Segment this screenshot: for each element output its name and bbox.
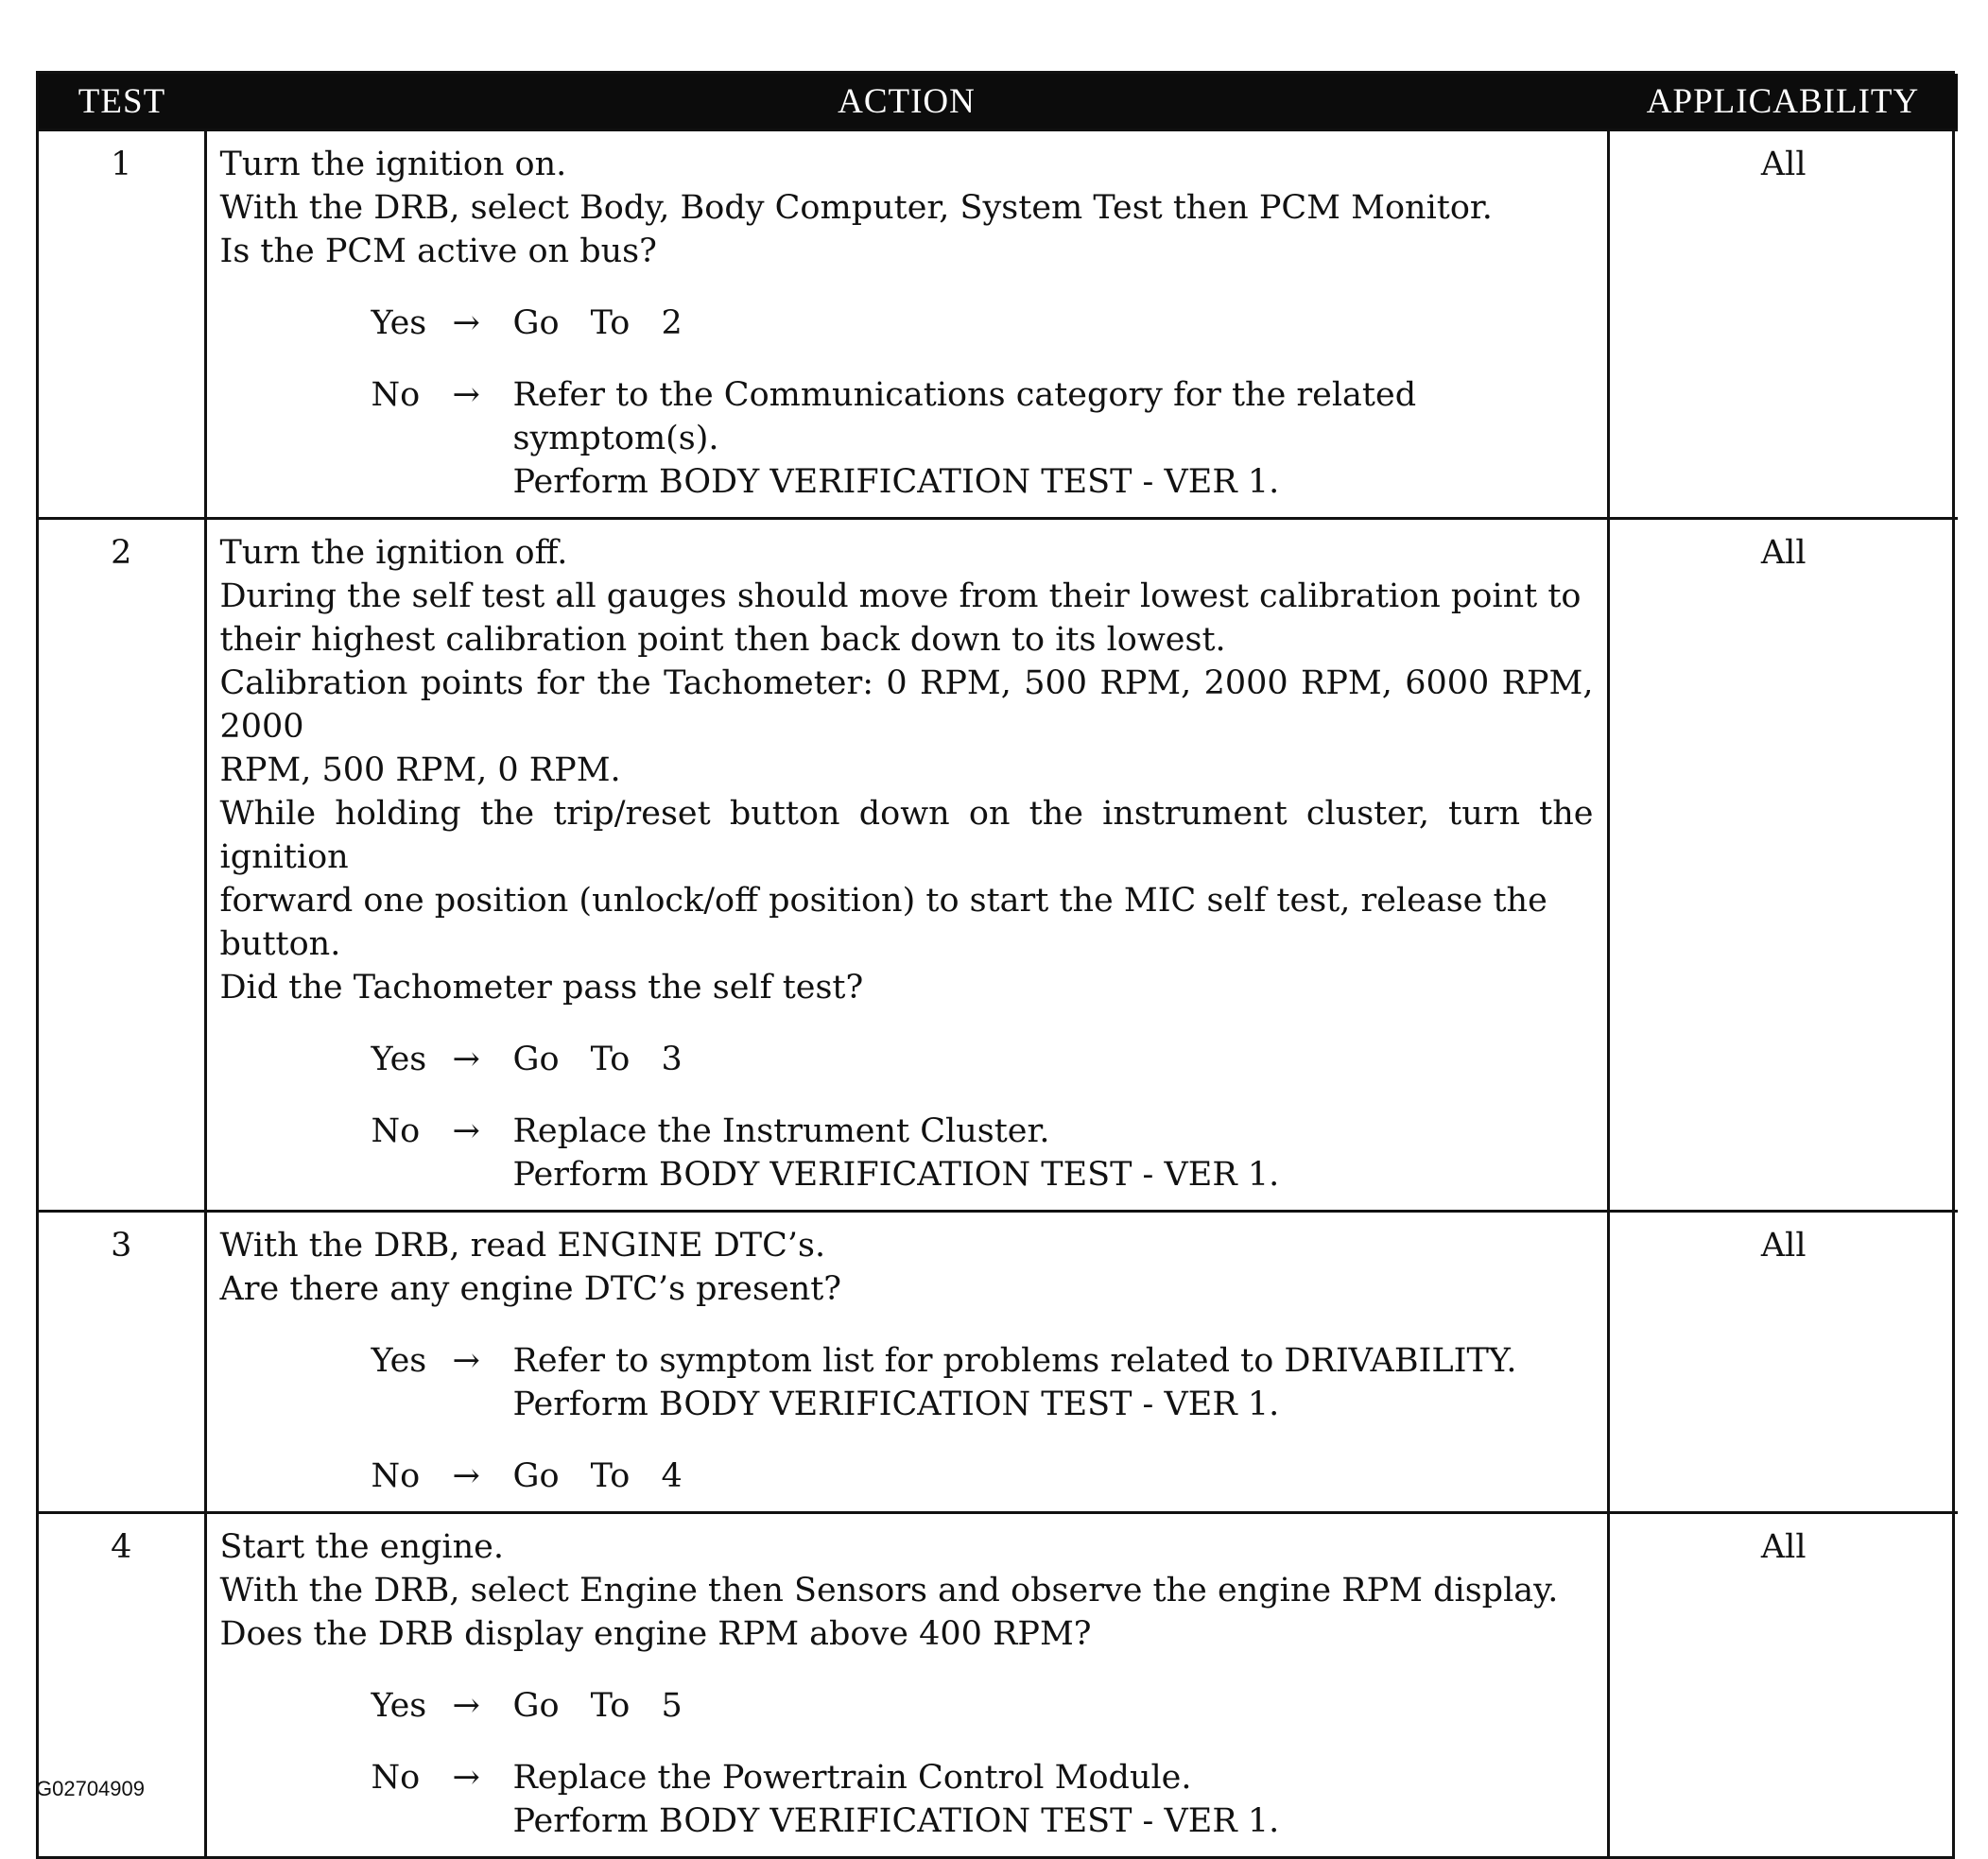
no-branch <box>220 1756 1594 1843</box>
table-row <box>39 1513 1958 1857</box>
action-text-line: Are there any engine DTC’s present? <box>219 1270 842 1308</box>
yes-label: Yes <box>371 1687 427 1725</box>
no-branch <box>220 1454 1594 1498</box>
arrow-icon: → <box>452 1759 480 1797</box>
yes-branch <box>220 1339 1594 1426</box>
action-text-line: With the DRB, read ENGINE DTC’s. <box>219 1227 826 1265</box>
action-cell <box>205 1513 1608 1857</box>
no-label: No <box>371 376 421 414</box>
test-number: 3 <box>39 1212 205 1513</box>
yes-label: Yes <box>371 1041 427 1078</box>
yes-branch <box>220 1684 1594 1728</box>
yes-result-line: Refer to symptom list for problems related to DRIVABILITY. <box>512 1342 1517 1380</box>
yes-result <box>513 1038 1594 1081</box>
arrow-icon: → <box>452 1041 480 1078</box>
yes-result-line: Perform BODY VERIFICATION TEST - VER 1. <box>512 1386 1280 1423</box>
action-text-line: With the DRB, select Body, Body Computer, System Test then PCM Monitor. <box>219 189 1493 227</box>
yes-branch <box>220 1038 1594 1081</box>
arrow-icon: → <box>452 1112 480 1150</box>
action-text-line: While holding the trip/reset button down on the instrument cluster, turn the ignition <box>219 795 1594 876</box>
yes-result <box>513 1684 1594 1728</box>
no-result-line: Go To 4 <box>512 1457 683 1495</box>
no-result <box>513 1756 1594 1843</box>
no-result-line: Perform BODY VERIFICATION TEST - VER 1. <box>512 1156 1280 1194</box>
no-label: No <box>371 1457 421 1495</box>
applicability-cell: All <box>1608 519 1958 1212</box>
arrow-icon: → <box>452 1457 480 1495</box>
yes-result-line: Go To 5 <box>512 1687 683 1725</box>
no-label: No <box>371 1112 421 1150</box>
no-result-line: Replace the Instrument Cluster. <box>512 1112 1050 1150</box>
no-result <box>513 1110 1594 1196</box>
arrow-icon: → <box>452 1687 480 1725</box>
applicability-cell: All <box>1608 1513 1958 1857</box>
yes-label: Yes <box>371 1342 427 1380</box>
figure-id: G02704909 <box>36 1777 145 1800</box>
action-text-line: button. <box>219 925 341 963</box>
test-number: 1 <box>39 130 205 519</box>
action-text-line: Turn the ignition off. <box>219 534 568 572</box>
action-text-line: forward one position (unlock/off position) to start the MIC self test, release the <box>219 882 1547 920</box>
action-text-line: Turn the ignition on. <box>219 146 567 183</box>
applicability-cell: All <box>1608 1212 1958 1513</box>
yes-branch <box>220 301 1594 345</box>
no-result <box>513 1454 1594 1498</box>
no-result-line: Replace the Powertrain Control Module. <box>512 1759 1192 1797</box>
arrow-icon: → <box>452 1342 480 1380</box>
no-label: No <box>371 1759 421 1797</box>
test-table <box>39 74 1958 1856</box>
action-cell <box>205 130 1608 519</box>
test-number: 4 <box>39 1513 205 1857</box>
action-text-line: RPM, 500 RPM, 0 RPM. <box>219 751 621 789</box>
no-branch <box>220 1110 1594 1196</box>
header-applicability: APPLICABILITY <box>1608 74 1958 130</box>
yes-result <box>513 1339 1594 1426</box>
applicability-cell: All <box>1608 130 1958 519</box>
no-result-line: Perform BODY VERIFICATION TEST - VER 1. <box>512 1802 1280 1840</box>
arrow-icon: → <box>452 376 480 414</box>
no-branch <box>220 373 1594 504</box>
no-result <box>513 373 1594 504</box>
yes-result-line: Go To 2 <box>512 304 683 342</box>
arrow-icon: → <box>452 304 480 342</box>
action-text-line: During the self test all gauges should move from their lowest calibration point to <box>219 577 1582 615</box>
no-result-line: Perform BODY VERIFICATION TEST - VER 1. <box>512 463 1280 501</box>
action-text-line: Did the Tachometer pass the self test? <box>219 969 864 1007</box>
action-text-line: Does the DRB display engine RPM above 400 RPM? <box>219 1615 1092 1653</box>
action-cell <box>205 519 1608 1212</box>
test-number: 2 <box>39 519 205 1212</box>
yes-result <box>513 301 1594 345</box>
diagnostic-test-table <box>36 71 1955 1859</box>
yes-label: Yes <box>371 304 427 342</box>
header-row <box>39 74 1958 130</box>
header-action: ACTION <box>205 74 1608 130</box>
table-row <box>39 519 1958 1212</box>
table-body <box>39 130 1958 1857</box>
action-text-line: Calibration points for the Tachometer: 0 RPM, 500 RPM, 2000 RPM, 6000 RPM, 2000 <box>219 664 1594 746</box>
table-row <box>39 130 1958 519</box>
action-text-line: their highest calibration point then back down to its lowest. <box>219 621 1226 659</box>
no-result-line: Refer to the Communications category for the related symptom(s). <box>512 376 1417 457</box>
yes-result-line: Go To 3 <box>512 1041 683 1078</box>
action-cell <box>205 1212 1608 1513</box>
header-test: TEST <box>39 74 205 130</box>
action-text-line: Start the engine. <box>219 1528 505 1566</box>
table-row <box>39 1212 1958 1513</box>
action-text-line: With the DRB, select Engine then Sensors and observe the engine RPM display. <box>219 1572 1559 1609</box>
action-text-line: Is the PCM active on bus? <box>219 232 657 270</box>
